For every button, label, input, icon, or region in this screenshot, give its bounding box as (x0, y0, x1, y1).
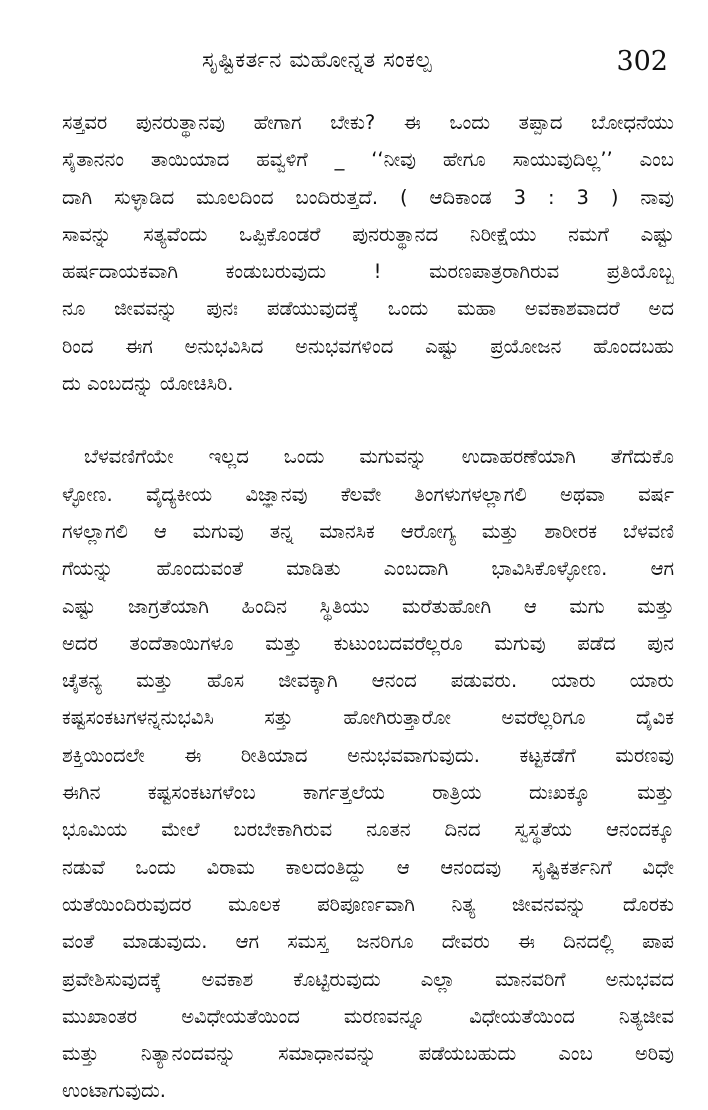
page-header (0, 46, 708, 86)
text-line: ದು ಎಂಬದನ್ನು ಯೋಚಿಸಿರಿ. (62, 372, 234, 396)
text-line: ವಂತೆ ಮಾಡುವುದು. ಆಗ ಸಮಸ್ತ ಜನರಿಗೂ ದೇವರು ಈ ದಿನದಲ್ಲಿ ಪಾಪ (62, 930, 674, 954)
text-line: ಮತ್ತು ನಿತ್ಯಾನಂದವನ್ನು ಸಮಾಧಾನವನ್ನು ಪಡೆಯಬಹುದು ಎಂಬ ಅರಿವು (62, 1042, 674, 1066)
text-line: ಗೆಯನ್ನು ಹೊಂದುವಂತೆ ಮಾಡಿತು ಎಂಬದಾಗಿ ಭಾವಿಸಿಕೊಳ್ಳೋಣ. ಆಗ (62, 557, 674, 581)
text-line: ಕಷ್ಟಸಂಕಟಗಳನ್ನನುಭವಿಸಿ ಸತ್ತು ಹೋಗಿರುತ್ತಾರೋ ಅವರೆಲ್ಲರಿಗೂ ದೈವಿಕ (62, 706, 674, 730)
page-number: 302 (616, 46, 668, 77)
text-line: ಸತ್ತವರ ಪುನರುತ್ಥಾನವು ಹೇಗಾಗ ಬೇಕು? ಈ ಒಂದು ತಪ್ಪಾದ ಬೋಧನೆಯು (62, 111, 674, 134)
text-line: ಬೆಳವಣಿಗೆಯೇ ಇಲ್ಲದ ಒಂದು ಮಗುವನ್ನು ಉದಾಹರಣೆಯಾಗಿ ತೆಗೆದುಕೊ (84, 445, 674, 469)
running-title: ಸೃಷ್ಟಿಕರ್ತನ ಮಹೋನ್ನತ ಸಂಕಲ್ಪ (202, 48, 432, 73)
text-line: ಶಕ್ತಿಯಿಂದಲೇ ಈ ರೀತಿಯಾದ ಅನುಭವವಾಗುವುದು. ಕಟ್ಟಕಡೆಗೆ ಮರಣವು (62, 743, 674, 767)
text-line: ಉಂಟಾಗುವುದು. (62, 1079, 166, 1103)
text-line: ಸೈತಾನನಂ ತಾಯಿಯಾದ ಹವ್ವಳಿಗೆ _ ‘‘ನೀವು ಹೇಗೂ ಸಾಯುವುದಿಲ್ಲ’’ ಎಂಬ (62, 148, 674, 172)
text-line: ಯತೆಯಿಂದಿರುವುದರ ಮೂಲಕ ಪರಿಪೂರ್ಣವಾಗಿ ನಿತ್ಯ ಜೀವನವನ್ನು ದೊರಕು (62, 892, 674, 916)
text-line: ನಡುವೆ ಒಂದು ವಿರಾಮ ಕಾಲದಂತಿದ್ದು ಆ ಆನಂದವು ಸೃಷ್ಟಿಕರ್ತನಿಗೆ ವಿಧೇ (62, 855, 674, 879)
text-line: ಪ್ರವೇಶಿಸುವುದಕ್ಕೆ ಅವಕಾಶ ಕೊಟ್ಟಿರುವುದು ಎಲ್ಲಾ ಮಾನವರಿಗೆ ಅನುಭವದ (62, 967, 674, 991)
text-line: ಎಷ್ಟು ಜಾಗ್ರತೆಯಾಗಿ ಹಿಂದಿನ ಸ್ಥಿತಿಯು ಮರೆತುಹೋಗಿ ಆ ಮಗು ಮತ್ತು (62, 594, 674, 618)
text-line: ನೂ ಜೀವವನ್ನು ಪುನಃ ಪಡೆಯುವುದಕ್ಕೆ ಒಂದು ಮಹಾ ಅವಕಾಶವಾದರೆ ಅದ (62, 297, 674, 321)
text-line: ಳ್ಳೋಣ. ವೈದ್ಯಕೀಯ ವಿಜ್ಞಾನವು ಕೆಲವೇ ತಿಂಗಳುಗಳಲ್ಲಾಗಲಿ ಅಥವಾ ವರ್ಷ (62, 482, 674, 506)
text-line: ಚೈತನ್ಯ ಮತ್ತು ಹೊಸ ಜೀವಕ್ಕಾಗಿ ಆನಂದ ಪಡುವರು. ಯಾರು ಯಾರು (62, 669, 674, 693)
text-line: ಭೂಮಿಯ ಮೇಲೆ ಬರಬೇಕಾಗಿರುವ ನೂತನ ದಿನದ ಸ್ವಸ್ಥತೆಯ ಆನಂದಕ್ಕೂ (62, 818, 674, 842)
body-text (62, 104, 674, 1110)
text-line: ಹರ್ಷದಾಯಕವಾಗಿ ಕಂಡುಬರುವುದು ! ಮರಣಪಾತ್ರರಾಗಿರುವ ಪ್ರತಿಯೊಬ್ಬ (62, 260, 674, 284)
text-line: ಸಾವನ್ನು ಸತ್ಯವೆಂದು ಒಪ್ಪಿಕೊಂಡರೆ ಪುನರುತ್ಥಾನದ ನಿರೀಕ್ಷೆಯು ನಮಗೆ ಎಷ್ಟು (62, 222, 674, 246)
paragraph-2 (62, 438, 674, 1109)
text-line: ದಾಗಿ ಸುಳ್ಳಾಡಿದ ಮೂಲದಿಂದ ಬಂದಿರುತ್ತದೆ. ( ಆದಿಕಾಂಡ 3 : 3 ) ನಾವು (62, 185, 674, 209)
text-line: ಮುಖಾಂತರ ಅವಿಧೇಯತೆಯಿಂದ ಮರಣವನ್ನೂ ವಿಧೇಯತೆಯಿಂದ ನಿತ್ಯಜೀವ (62, 1004, 674, 1028)
text-line: ಅದರ ತಂದೆತಾಯಿಗಳೂ ಮತ್ತು ಕುಟುಂಬದವರೆಲ್ಲರೂ ಮಗುವು ಪಡೆದ ಪುನ (62, 631, 674, 655)
paragraph-1 (62, 104, 674, 402)
text-line: ಗಳಲ್ಲಾಗಲಿ ಆ ಮಗುವು ತನ್ನ ಮಾನಸಿಕ ಆರೋಗ್ಯ ಮತ್ತು ಶಾರೀರಕ ಬೆಳವಣಿ (62, 519, 674, 543)
text-line: ಈಗಿನ ಕಷ್ಟಸಂಕಟಗಳೆಂಬ ಕಾರ್ಗತ್ತಲೆಯ ರಾತ್ರಿಯ ದುಃಖಕ್ಕೂ ಮತ್ತು (62, 781, 674, 805)
text-line: ರಿಂದ ಈಗ ಅನುಭವಿಸಿದ ಅನುಭವಗಳಿಂದ ಎಷ್ಟು ಪ್ರಯೋಜನ ಹೊಂದಬಹು (62, 334, 674, 358)
